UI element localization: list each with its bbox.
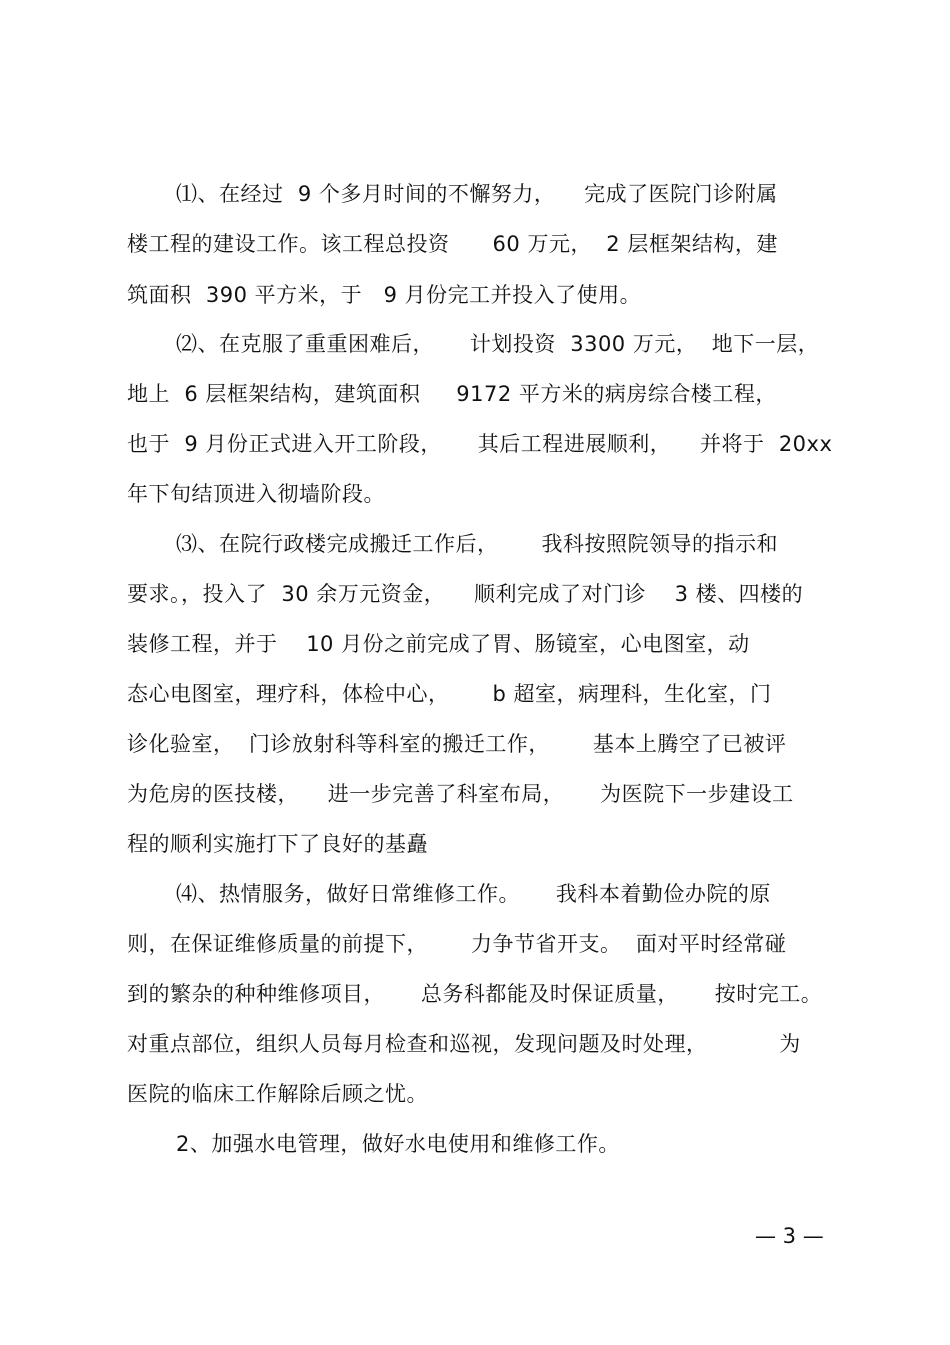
text-line: 则，在保证维修质量的前提下， 力争节省开支。 面对平时经常碰 [127, 932, 787, 956]
text-line: 医院的临床工作解除后顾之忧。 [127, 1082, 428, 1106]
text-line: 也于 9 月份正式进入开工阶段， 其后工程进展顺利， 并将于 20xx [127, 432, 833, 456]
text-line: 楼工程的建设工作。该工程总投资 60 万元， 2 层框架结构，建 [127, 232, 778, 256]
text-line: 对重点部位，组织人员每月检查和巡视，发现问题及时处理， 为 [127, 1032, 801, 1056]
text-line: ⑵、在克服了重重困难后， 计划投资 3300 万元， 地下一层， [176, 332, 820, 356]
text-line: 为危房的医技楼， 进一步完善了科室布局， 为医院下一步建设工 [127, 782, 794, 806]
text-line: 态心电图室，理疗科，体检中心， b 超室，病理科，生化室，门 [127, 682, 772, 706]
page-number: — 3 — [755, 1224, 824, 1248]
text-line: 年下旬结顶进入彻墙阶段。 [127, 482, 385, 506]
text-line: ⑴、在经过 9 个多月时间的不懈努力， 完成了医院门诊附属 [176, 182, 778, 206]
text-line: 诊化验室， 门诊放射科等科室的搬迁工作， 基本上腾空了已被评 [127, 732, 787, 756]
text-line: 2、加强水电管理，做好水电使用和维修工作。 [176, 1132, 620, 1156]
text-line: ⑶、在院行政楼完成搬迁工作后， 我科按照院领导的指示和 [176, 532, 779, 556]
text-line: 筑面积 390 平方米，于 9 月份完工并投入了使用。 [127, 283, 642, 307]
text-line: 地上 6 层框架结构，建筑面积 9172 平方米的病房综合楼工程， [127, 382, 777, 406]
text-line: 要求。，投入了 30 余万元资金， 顺利完成了对门诊 3 楼、四楼的 [127, 582, 804, 606]
text-line: 程的顺利实施打下了良好的基矗 [127, 832, 428, 856]
text-line: 装修工程，并于 10 月份之前完成了胃、肠镜室，心电图室，动 [127, 632, 750, 656]
text-line: ⑷、热情服务，做好日常维修工作。 我科本着勤俭办院的原 [176, 882, 771, 906]
text-line: 到的繁杂的种种维修项目， 总务科都能及时保证质量， 按时完工。 [127, 982, 823, 1006]
